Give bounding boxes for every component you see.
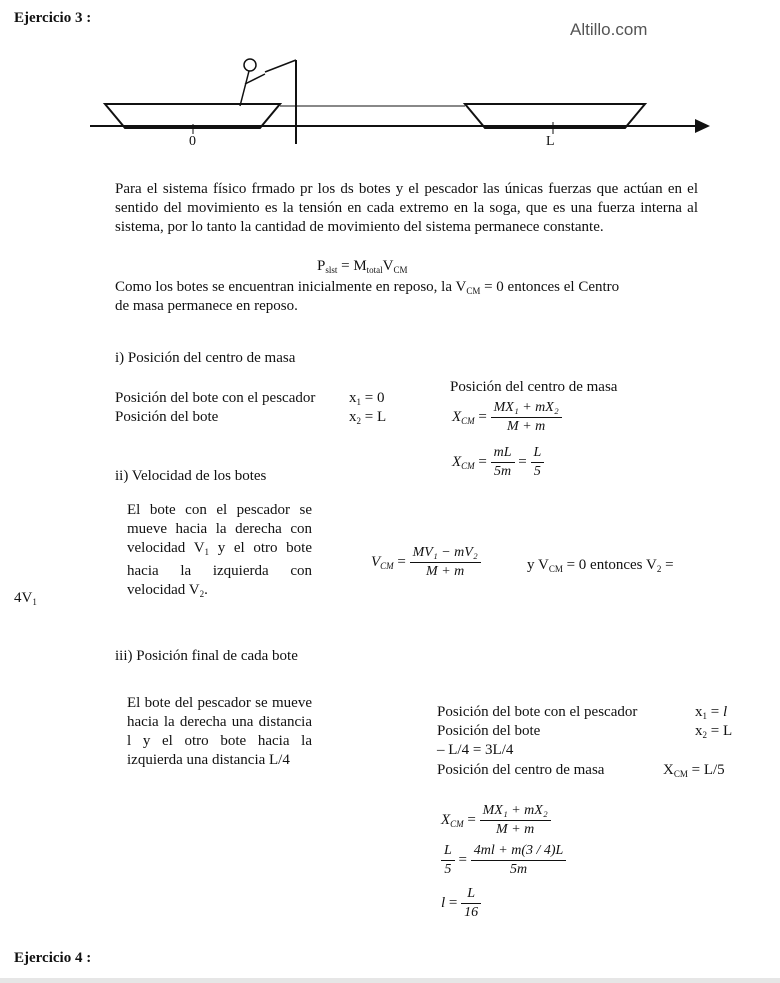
section-1-row2-value: $x_2 = L$ <box>349 409 387 426</box>
section-2-result: y $V_{CM} = 0$ entonces $V_2$ = <box>527 557 674 574</box>
section-3-eq2: $\frac{L}{5}$ = $\frac{4ml + m(3 / 4)L}{5m}$ <box>441 843 566 878</box>
bottom-scroll-edge <box>0 978 780 983</box>
section-3-eq1: $X_{CM}$ = $\frac{\text{MX₁ + mX₂}}{M + m}$ <box>441 803 551 838</box>
section-1-heading: i) Posición del centro de masa <box>115 350 296 366</box>
section-3-eq3: l = $\frac{L}{16}$ <box>441 886 481 921</box>
section-3-row1-value: $x_1 = l$ <box>695 704 728 721</box>
intro-paragraph: Para el sistema físico frmado pr los ds botes y el pescador las únicas fuerzas que actúan en el sentido del movimiento es la tensión en cada extremo en la soga, que es una fuerza interna al sistema, por lo tanto la cantidad de movimiento del sistema permanece constante. <box>115 181 698 235</box>
label-origin: 0 <box>189 134 196 149</box>
section-3-row4-label: Posición del centro de masa <box>437 762 605 778</box>
fisherman-body <box>240 71 249 106</box>
section-1-row2-label: Posición del bote <box>115 409 219 425</box>
section-3-row1-label: Posición del bote con el pescador <box>437 704 638 720</box>
exercise-4-title: Ejercicio 4 : <box>14 950 92 966</box>
intro-line-2: Como los botes se encuentran inicialmente en reposo, la $V_{CM} = 0$ entonces el Centro <box>115 279 620 296</box>
intro-line-3: de masa permanece en reposo. <box>115 298 298 314</box>
section-1-row1-value: $x_1 = 0$ <box>349 390 385 407</box>
label-L: L <box>546 134 555 149</box>
section-3-row3: – L/4 = 3L/4 <box>437 742 514 758</box>
exercise-3-title: Ejercicio 3 : <box>14 10 92 26</box>
section-2-text: El bote con el pescador se mueve hacia la derecha con velocidad $V_1$ y el otro bote hacia la izquierda con velocidad $V_2$. <box>127 502 312 599</box>
section-1-cm-label: Posición del centro de masa <box>450 379 618 395</box>
section-2-heading: ii) Velocidad de los botes <box>115 468 267 484</box>
section-3-row4-value: $X_{CM} = L/5$ <box>663 762 725 779</box>
right-boat <box>465 104 645 128</box>
watermark: Altillo.com <box>570 20 648 39</box>
section-2-eq: $V_{CM}$ = $\frac{\text{MV₁ − mV₂}}{M + m}$ <box>371 545 481 580</box>
rod <box>265 60 296 72</box>
boats-diagram <box>80 52 720 152</box>
section-3-text: El bote del pescador se mueve hacia la derecha una distancia l y el otro bote hacia la izquierda una distancia L/4 <box>127 695 312 768</box>
section-3-row2-label: Posición del bote <box>437 723 541 739</box>
section-3-heading: iii) Posición final de cada bote <box>115 648 298 664</box>
axis-arrow-icon <box>695 119 710 133</box>
section-1-eq2: $X_{CM}$ = $\frac{mL}{5m}$ = $\frac{L}{5}$ <box>452 445 544 480</box>
fisherman-head-icon <box>244 59 256 71</box>
section-1-eq1: $X_{CM}$ = $\frac{\text{MX₁ + mX₂}}{M + m}$ <box>452 400 562 435</box>
section-3-row2-value: $x_2 = L$ <box>695 723 733 740</box>
momentum-equation: $P_{slst} = M_{total}V_{CM}$ <box>317 258 408 275</box>
section-2-result-wrap: $4V_1$ <box>14 590 37 607</box>
section-1-row1-label: Posición del bote con el pescador <box>115 390 316 406</box>
